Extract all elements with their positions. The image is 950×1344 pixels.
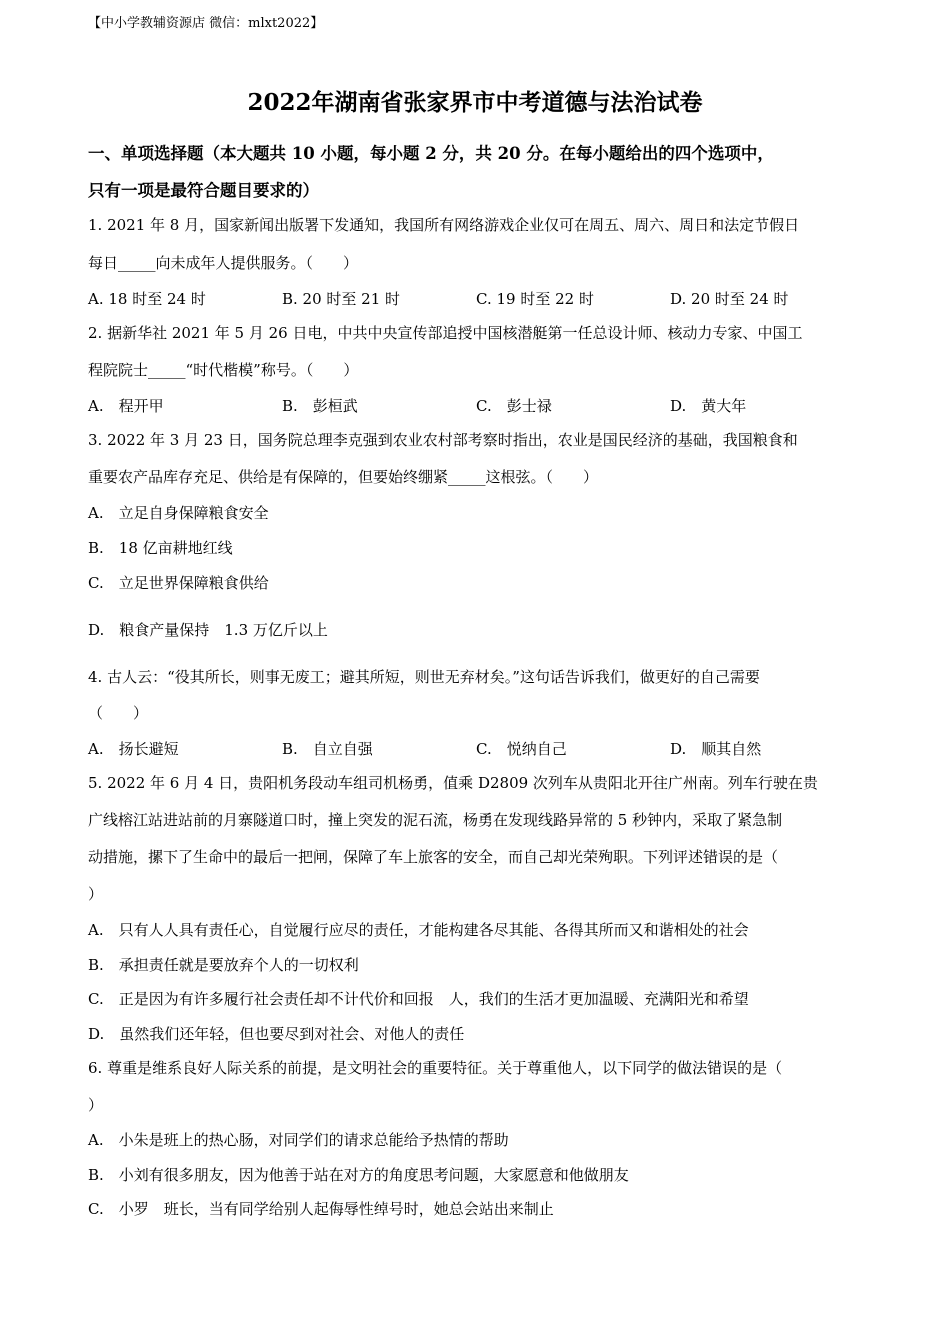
q3-stem-line2: 重要农产品库存充足、供给是有保障的，但要始终绷紧_____这根弦。（ ） (88, 468, 599, 486)
q6-option-b: B. 小刘有很多朋友，因为他善于站在对方的角度思考问题，大家愿意和他做朋友 (88, 1166, 629, 1184)
q4-stem-line2: （ ） (88, 704, 149, 722)
q6-stem-line1: 6. 尊重是维系良好人际关系的前提，是文明社会的重要特征。关于尊重他人，以下同学的做法错误的是（ (88, 1059, 783, 1077)
q2-option-c: C. 彭士禄 (476, 397, 552, 415)
q5-stem-line1: 5. 2022 年 6 月 4 日，贵阳机务段动车组司机杨勇，值乘 D2809 次列车从贵阳北开往广州南。列车行驶在贵 (88, 774, 818, 792)
q2-stem-line2: 程院院士_____“时代楷模”称号。（ ） (88, 361, 359, 379)
q5-option-a: A. 只有人人具有责任心，自觉履行应尽的责任，才能构建各尽其能、各得其所而又和谐相处的社会 (88, 921, 749, 939)
q3-option-a: A. 立足自身保障粮食安全 (88, 504, 269, 522)
q5-stem-line3: 动措施，摞下了生命中的最后一把闸，保障了车上旅客的安全，而自己却光荣殉职。下列评述错误的是（ (88, 848, 779, 866)
q6-option-c: C. 小罗 班长，当有同学给别人起侮辱性绰号时，她总会站出来制止 (88, 1200, 554, 1218)
q5-option-c: C. 正是因为有许多履行社会责任却不计代价和回报 人，我们的生活才更加温暖、充满阳光和希望 (88, 990, 749, 1008)
section-heading-line1: 一、单项选择题（本大题共 10 小题，每小题 2 分，共 20 分。在每小题给出的四个选项中， (88, 144, 774, 163)
q6-stem-line2: ） (88, 1096, 104, 1114)
q6-option-a: A. 小朱是班上的热心肠，对同学们的请求总能给予热情的帮助 (88, 1131, 509, 1149)
q3-stem-line1: 3. 2022 年 3 月 23 日，国务院总理李克强到农业农村部考察时指出，农业是国民经济的基础，我国粮食和 (88, 431, 798, 449)
q2-option-b: B. 彭桓武 (282, 397, 358, 415)
q4-option-b: B. 自立自强 (282, 740, 373, 758)
header-note: 【中小学教辅资源店 微信：mlxt2022】 (88, 16, 324, 31)
q1-option-c: C. 19 时至 22 时 (476, 290, 594, 308)
q2-option-d: D. 黄大年 (670, 397, 747, 415)
section-heading-line2: 只有一项是最符合题目要求的） (88, 181, 319, 200)
q5-stem-line4: ） (88, 885, 104, 903)
q4-option-d: D. 顺其自然 (670, 740, 762, 758)
q5-option-d: D. 虽然我们还年轻，但也要尽到对社会、对他人的责任 (88, 1025, 465, 1043)
q1-option-b: B. 20 时至 21 时 (282, 290, 401, 308)
q1-stem-line1: 1. 2021 年 8 月，国家新闻出版署下发通知，我国所有网络游戏企业仅可在周五、周六、周日和法定节假日 (88, 216, 800, 234)
q4-stem-line1: 4. 古人云：“役其所长，则事无废工；避其所短，则世无弃材矣。”这句话告诉我们，做更好的自己需要 (88, 668, 760, 686)
q5-option-b: B. 承担责任就是要放弃个人的一切权利 (88, 956, 359, 974)
q3-option-c: C. 立足世界保障粮食供给 (88, 574, 269, 592)
q3-option-d: D. 粮食产量保持 1.3 万亿斤以上 (88, 621, 328, 639)
section-heading (88, 135, 878, 209)
q1-option-d: D. 20 时至 24 时 (670, 290, 789, 308)
q2-stem-line1: 2. 据新华社 2021 年 5 月 26 日电，中共中央宣传部追授中国核潜艇第一任总设计师、核动力专家、中国工 (88, 324, 803, 342)
q4-option-c: C. 悦纳自己 (476, 740, 567, 758)
q5-stem-line2: 广线榕江站进站前的月寨隧道口时，撞上突发的泥石流，杨勇在发现线路异常的 5 秒钟内，采取了紧急制 (88, 811, 783, 829)
q3-option-b: B. 18 亿亩耕地红线 (88, 539, 233, 557)
page-title: 2022年湖南省张家界市中考道德与法治试卷 (247, 89, 703, 116)
q1-stem-line2: 每日_____向未成年人提供服务。（ ） (88, 254, 359, 272)
q4-option-a: A. 扬长避短 (88, 740, 179, 758)
q1-option-a: A. 18 时至 24 时 (88, 290, 206, 308)
q2-option-a: A. 程开甲 (88, 397, 164, 415)
